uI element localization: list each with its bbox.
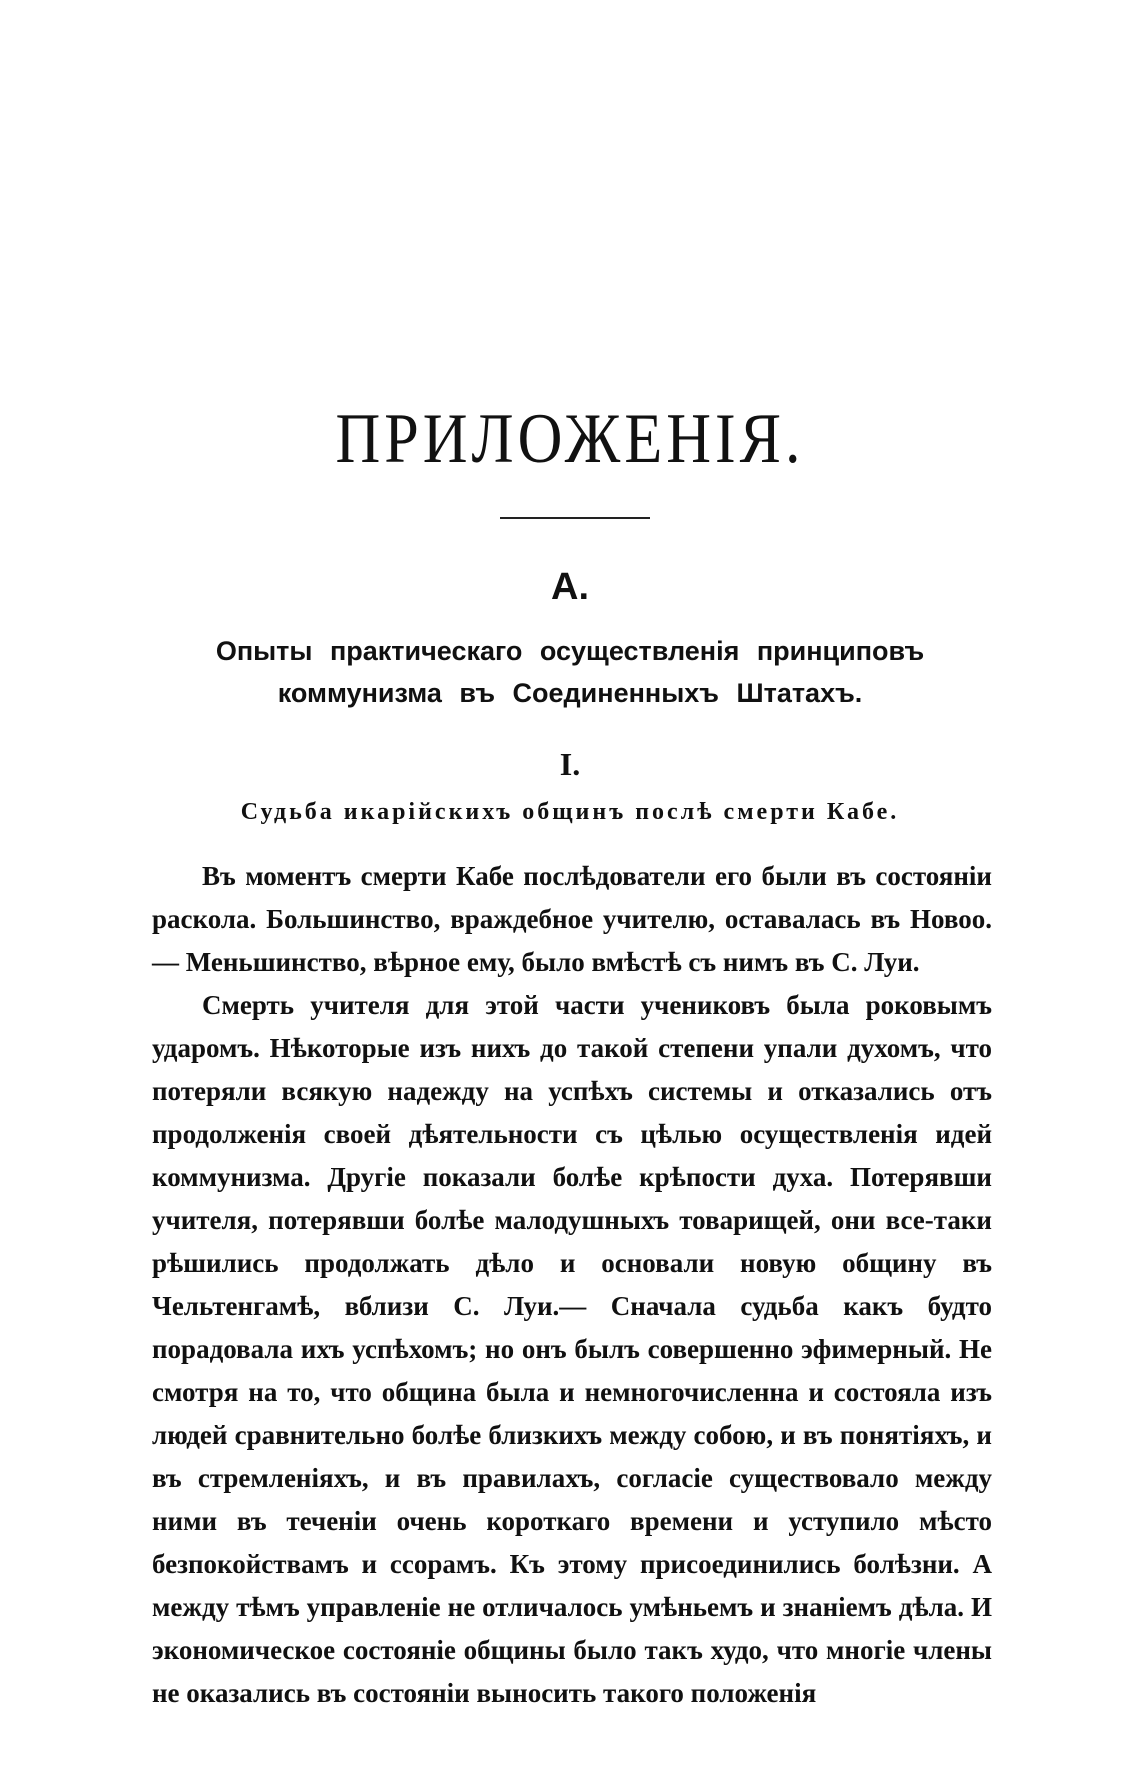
body-text xyxy=(152,855,992,1715)
paragraph: Смерть учителя для этой части учениковъ была роковымъ ударомъ. Нѣкоторые изъ нихъ до такой степени упали духомъ, что потеряли всякую надежду на успѣхъ системы и отказались отъ продолженія своей дѣятельности съ цѣлью осуществленія идей коммунизма. Другіе показали болѣе крѣпости духа. Потерявши учителя, потерявши болѣе малодушныхъ товарищей, они все-таки рѣшились продолжать дѣло и основали новую общину въ Чельтенгамѣ, вблизи С. Луи.— Сначала судьба какъ будто порадовала ихъ успѣхомъ; но онъ былъ совершенно эфимерный. Не смотря на то, что община была и немногочисленна и состояла изъ людей сравнительно болѣе близкихъ между собою, и въ понятіяхъ, и въ стремленіяхъ, и въ правилахъ, согласіе существовало между ними въ теченіи очень короткаго времени и уступило мѣсто безпокойствамъ и ссорамъ. Къ этому присоединились болѣзни. А между тѣмъ управленіе не отличалось умѣньемъ и знаніемъ дѣла. И экономическое состояніе общины было такъ худо, что многіе члены не оказались въ состояніи выносить такого положенія xyxy=(152,990,992,1708)
main-title: ПРИЛОЖЕНІЯ. xyxy=(335,399,805,479)
section-title: Опыты практическаго осуществленія принциповъ коммунизма въ Соединенныхъ Штатахъ. xyxy=(215,636,925,708)
chapter-numeral: I. xyxy=(559,746,581,782)
paragraph: Въ моментъ смерти Кабе послѣдователи его были въ состояніи раскола. Большинство, враждебное учителю, оставалась въ Новоо.— Меньшинство, вѣрное ему, было вмѣстѣ съ нимъ въ С. Луи. xyxy=(152,861,992,977)
section-letter: А. xyxy=(551,566,589,608)
title-divider xyxy=(500,517,650,519)
chapter-title: Судьба икарійскихъ общинъ послѣ смерти Кабе. xyxy=(240,799,900,825)
